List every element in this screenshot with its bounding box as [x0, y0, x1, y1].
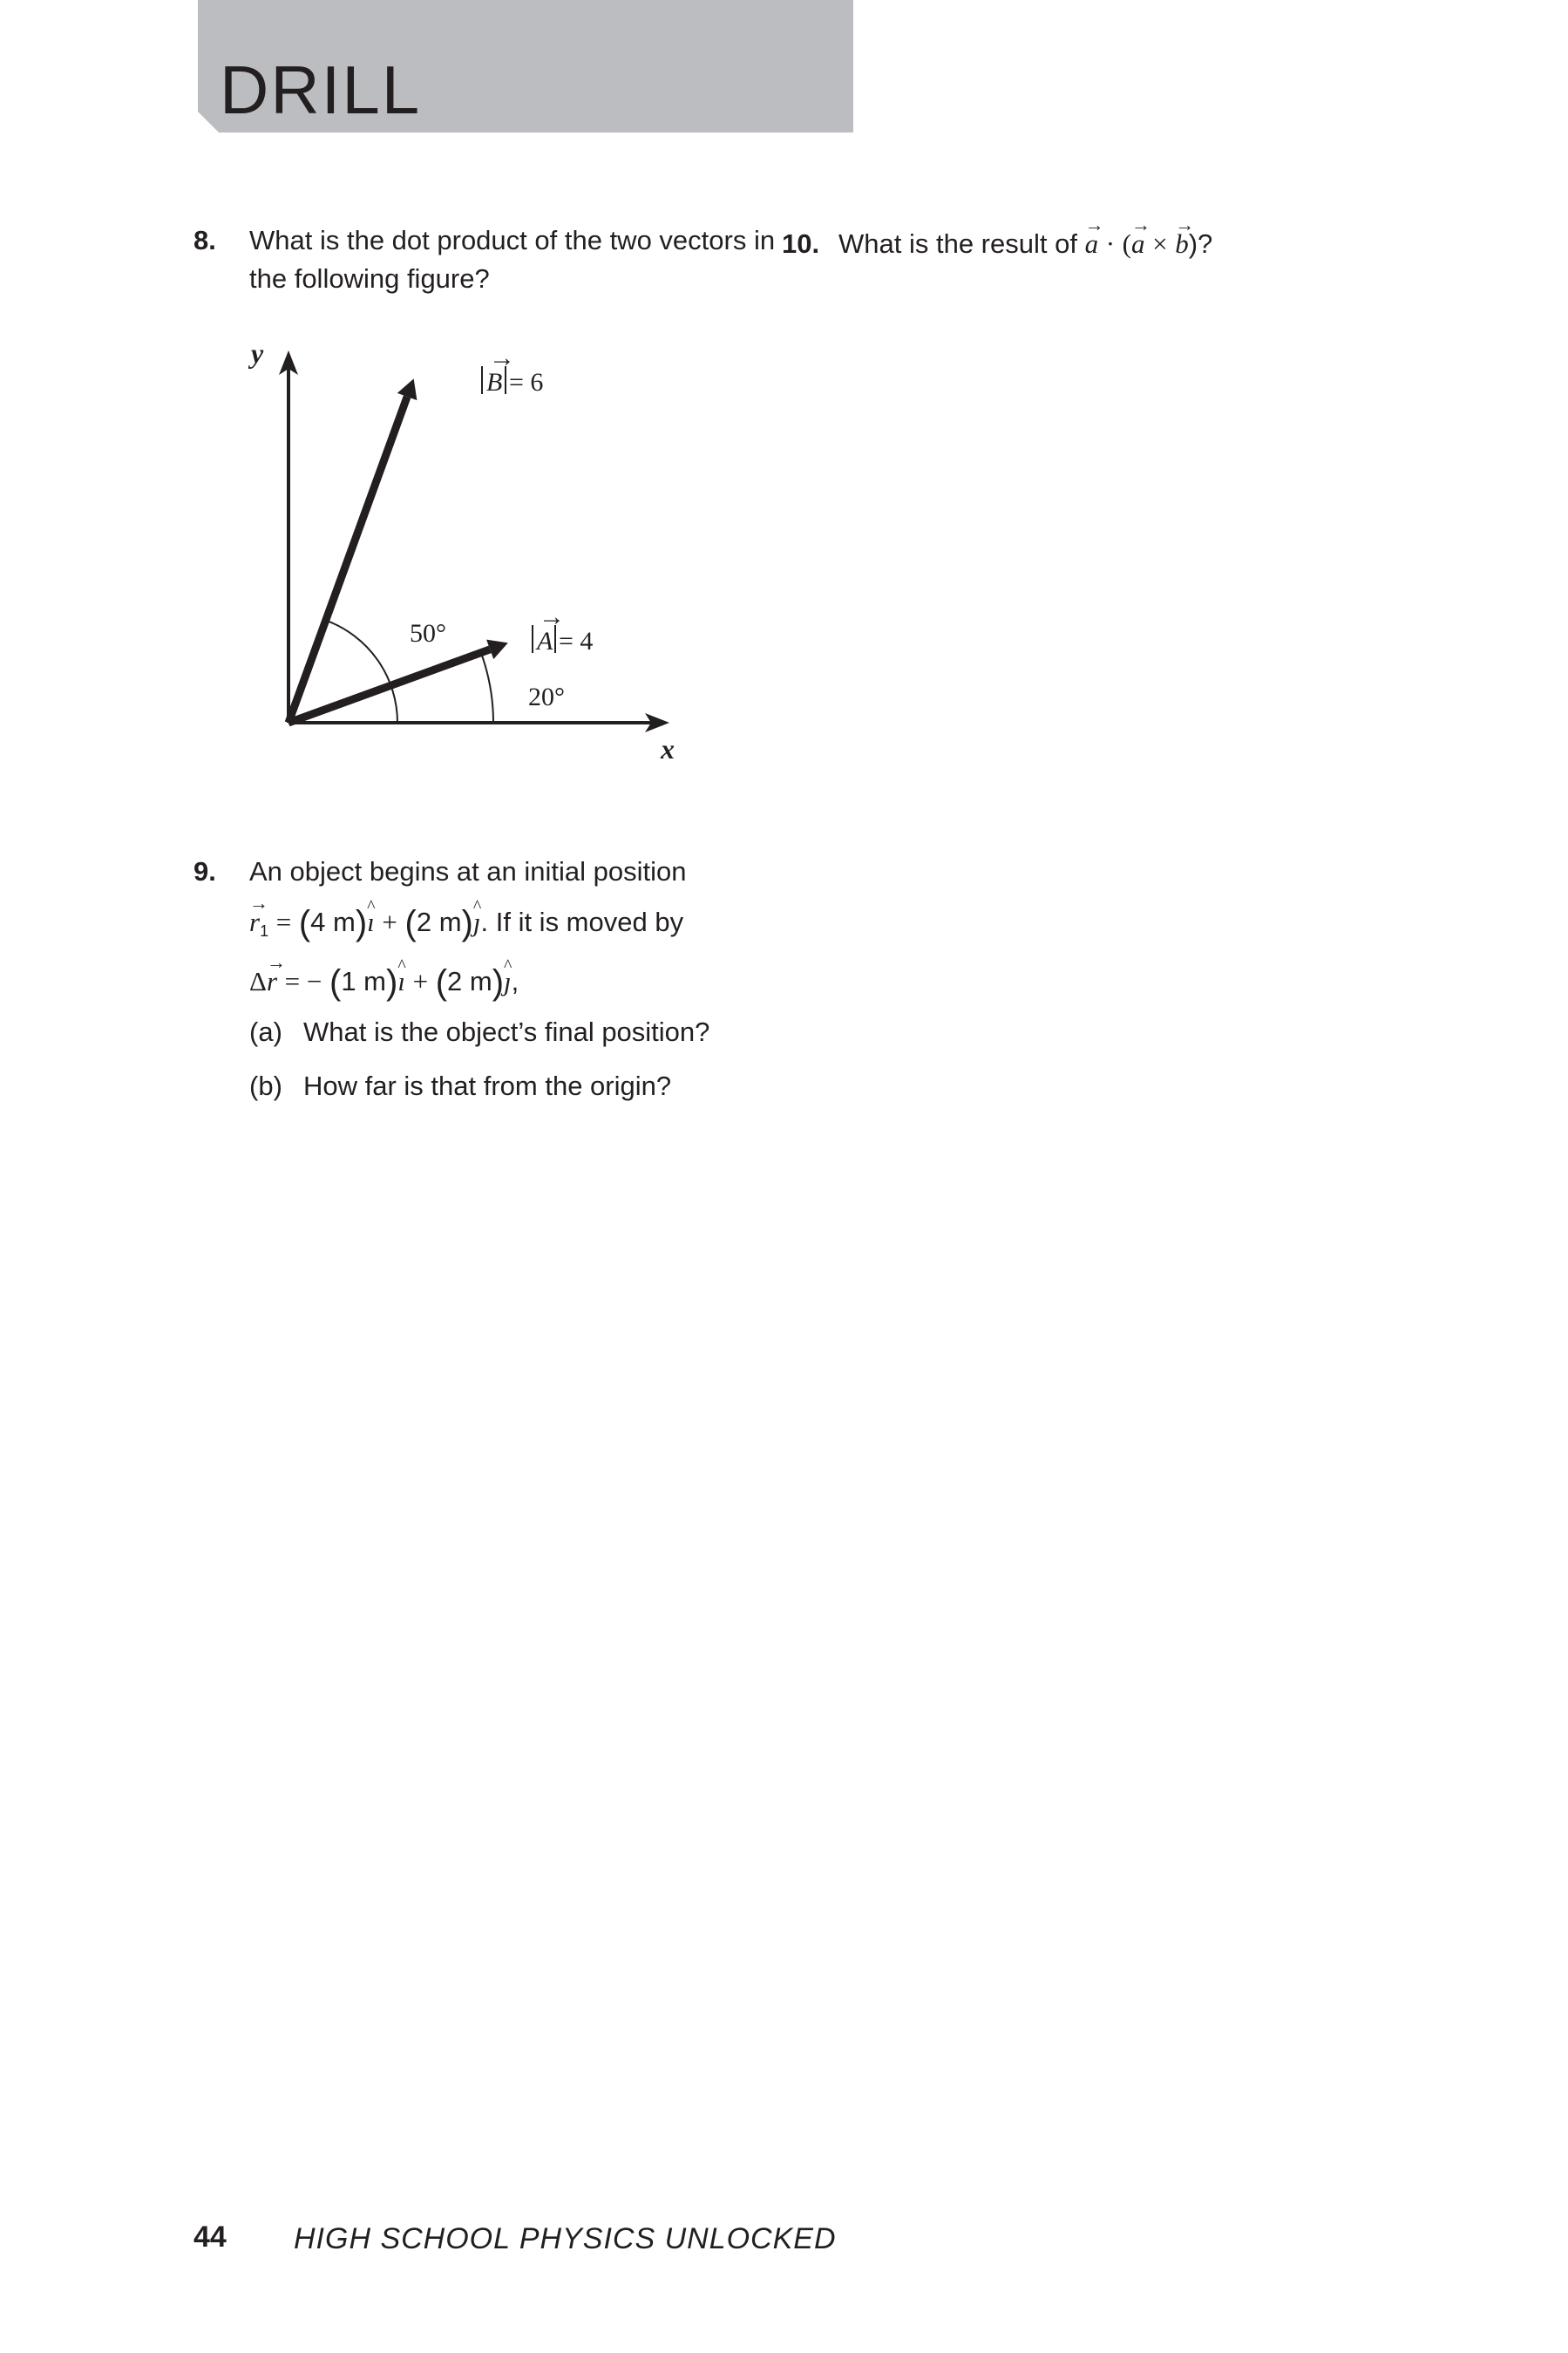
vector-b-arrow-mark: → [489, 343, 515, 372]
question-9-line-2 [249, 903, 709, 950]
question-9-line-2-tail: . If it is moved by [480, 907, 684, 937]
y-axis-label: y [251, 337, 264, 369]
close-paren: ) [355, 904, 368, 942]
question-9-number: 9. [193, 856, 216, 887]
plus-sign: + [382, 907, 397, 937]
page-number: 44 [193, 2220, 227, 2254]
close-paren-question: )? [1188, 228, 1213, 259]
a-letter: a [1130, 228, 1145, 259]
open-paren: ( [298, 904, 311, 942]
question-9-line-1: An object begins at an initial position [249, 856, 687, 887]
j-hat-unit-vector: ^ ȷ [473, 903, 481, 942]
part-a-label: (a) [249, 1017, 282, 1047]
question-8-line-1: What is the dot product of the two vectors in [249, 225, 776, 255]
i-hat-unit-vector: ^ ı [367, 903, 375, 942]
a-vector-symbol [1131, 225, 1145, 263]
a-vector-symbol [1085, 225, 1099, 263]
vector-b-value: = 6 [509, 368, 544, 397]
r1-letter: r [249, 907, 261, 937]
r1-y-component: 2 m [416, 907, 462, 937]
i-hat-unit-vector: ^ ı [397, 962, 405, 1001]
dr-letter: r [266, 966, 278, 996]
section-title: DRILL [220, 51, 422, 128]
dr-x-component: 1 m [341, 966, 386, 996]
angle-a-label: 20° [528, 683, 565, 711]
question-9-part-b [249, 1067, 709, 1105]
j-hat-unit-vector: ^ ȷ [504, 962, 512, 1001]
x-axis-label: x [661, 733, 675, 765]
question-10-prompt: What is the result of [838, 228, 1077, 259]
vector-figure [200, 331, 706, 780]
question-8-line-2: the following figure? [249, 263, 490, 294]
question-9-line-3 [249, 962, 709, 1001]
dot-operator: · [1105, 228, 1116, 259]
vector-a [288, 649, 490, 723]
close-paren: ) [461, 904, 473, 942]
vector-diagram [200, 331, 706, 776]
part-a-text: What is the object’s final position? [303, 1017, 710, 1047]
question-9-line-3-tail: , [511, 966, 519, 996]
vector-a-arrow-mark: → [539, 602, 565, 631]
vector-b [288, 397, 407, 723]
open-paren: ( [329, 963, 342, 1002]
book-title: HIGH SCHOOL PHYSICS UNLOCKED [294, 2222, 837, 2255]
question-8-number: 8. [193, 225, 216, 255]
r1-vector-symbol [249, 903, 260, 942]
r1-subscript: 1 [260, 922, 269, 940]
vector-a-value: = 4 [559, 627, 594, 656]
vector-a-symbol: A [537, 627, 553, 656]
close-paren: ) [492, 963, 505, 1002]
a-letter: a [1084, 228, 1099, 259]
b-vector-symbol [1175, 225, 1189, 263]
question-8-text [249, 221, 775, 298]
part-b-label: (b) [249, 1071, 282, 1101]
open-paren: ( [1122, 228, 1131, 259]
vector-b-label [482, 343, 543, 397]
equals-minus-sign: = − [284, 966, 322, 996]
dr-vector-symbol [267, 962, 277, 1001]
equals-sign: = [275, 907, 292, 937]
r1-x-component: 4 m [310, 907, 356, 937]
vector-b-symbol: B [486, 368, 503, 397]
question-10-number: 10. [782, 228, 820, 259]
angle-arc-a [481, 653, 493, 723]
b-letter: b [1175, 228, 1189, 259]
dr-y-component: 2 m [447, 966, 492, 996]
vector-a-label [533, 602, 593, 656]
delta-symbol: Δ [249, 966, 267, 996]
open-paren: ( [435, 963, 448, 1002]
open-paren: ( [404, 904, 417, 942]
angle-between-label: 50° [410, 619, 446, 648]
close-paren: ) [386, 963, 398, 1002]
question-9-part-a [249, 1013, 709, 1051]
question-9-text [249, 853, 709, 1105]
part-b-text: How far is that from the origin? [303, 1071, 672, 1101]
plus-sign: + [412, 966, 429, 996]
cross-operator: × [1152, 228, 1168, 259]
question-10-text [838, 225, 1212, 263]
